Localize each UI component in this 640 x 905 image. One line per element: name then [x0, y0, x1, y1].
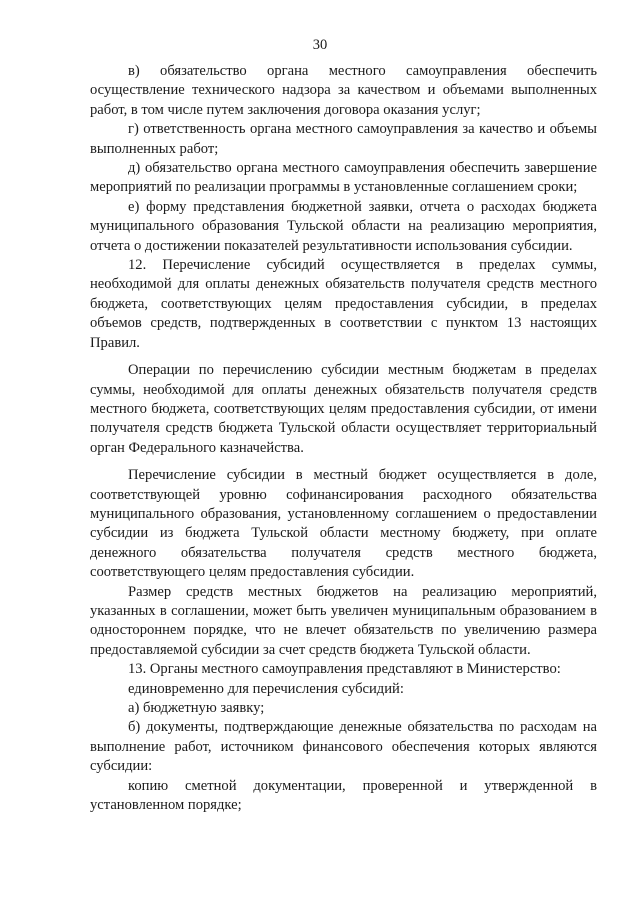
paragraph-item-a: а) бюджетную заявку;	[128, 700, 265, 716]
document-body	[90, 62, 597, 815]
paragraph-item-d: д) обязательство органа местного самоуправления обеспечить завершение мероприятий по реализации программы в установленные соглашением сроки;	[90, 160, 597, 196]
paragraph-item-e: е) форму представления бюджетной заявки, отчета о расходах бюджета муниципального образования Тульской области на реализацию мероприятия, отчета о достижении показателей результативности использования субсидии.	[90, 198, 597, 254]
paragraph-estimate-copy: копию сметной документации, проверенной и утвержденной в установленном порядке;	[90, 777, 597, 814]
paragraph-item-g: г) ответственность органа местного самоуправления за качество и объемы выполненных работ;	[90, 121, 597, 157]
paragraph-local-budget-increase: Размер средств местных бюджетов на реализацию мероприятий, указанных в соглашении, может быть увеличен муниципальным образованием в одностороннем порядке, что не влечет обязательств по увеличению размера предоставляемой субсидии за счет средств бюджета Тульской области.	[90, 583, 597, 658]
paragraph-subsidy-transfer-share: Перечисление субсидии в местный бюджет осуществляется в доле, соответствующей уровню софинансирования расходного обязательства муниципального образования, установленному соглашением о предоставлении субсидии из бюджета Тульской области местному бюджету, при оплате денежного обязательства получателя средств местного бюджета, соответствующего целям предоставления субсидии.	[90, 467, 597, 581]
paragraph-clause-12: 12. Перечисление субсидий осуществляется в пределах суммы, необходимой для оплаты денежных обязательств получателя средств местного бюджета, соответствующих целям предоставления субсидии, в пределах объемов средств, подтвержденных в соответствии с пунктом 13 настоящих Правил.	[90, 257, 597, 351]
paragraph-clause-13: 13. Органы местного самоуправления представляют в Министерство:	[128, 661, 561, 678]
page-number: 30	[312, 37, 328, 53]
paragraph-treasury-operations: Операции по перечислению субсидии местным бюджетам в пределах суммы, необходимой для оплаты денежных обязательств получателя средств местного бюджета, соответствующих целям предоставления субсидии, от имени получателя средств бюджета Тульской области осуществляет территориальный орган Федерального казначейства.	[90, 362, 597, 456]
paragraph-item-v: в) обязательство органа местного самоуправления обеспечить осуществление технического надзора за качеством и объемами выполненных работ, в том числе путем заключения договора оказания услуг;	[90, 63, 597, 118]
paragraph-item-b: б) документы, подтверждающие денежные обязательства по расходам на выполнение работ, источником финансового обеспечения которых являются субсидии:	[90, 719, 597, 775]
paragraph-one-time: единовременно для перечисления субсидий:	[128, 680, 404, 697]
